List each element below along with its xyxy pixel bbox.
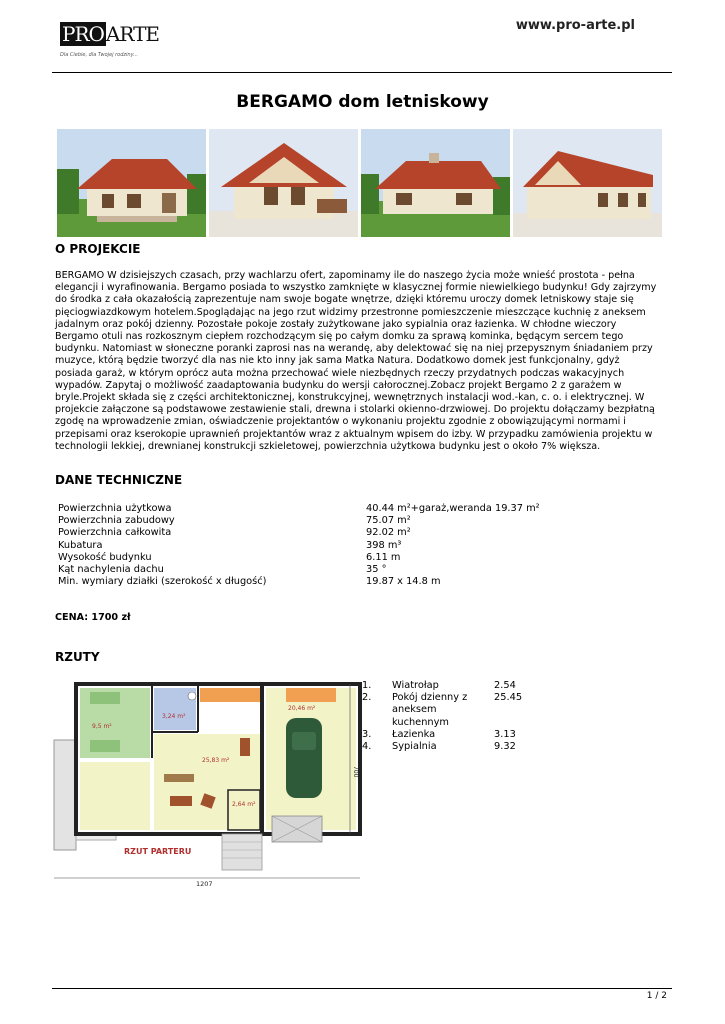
about-line: elegancji i wyrafinowania. Bergamo posiada to wszystko zamknięte w klasycznej formie niewielkiego budynku! Gdy zajrzymy [55,282,657,294]
about-line: pięciogwiazdkowym hotelem.Spoglądając na jego rzut widzimy przestronne pomieszczenie mieszczące kuchnię z aneksem [55,306,646,318]
tech-label: Kąt nachylenia dachu [58,564,164,576]
tech-value: 75.07 m² [366,515,411,527]
logo-pro: PRO [62,22,104,46]
tech-row [58,503,618,515]
room-label-garage: 20,46 m² [288,705,316,712]
room-list [362,680,562,753]
tech-heading: DANE TECHNICZNE [55,473,183,487]
room-num: 2. [362,692,372,704]
website-url[interactable]: www.pro-arte.pl [515,18,635,33]
room-area: 9.32 [494,741,516,753]
about-line: budynku. Natomiast w słoneczne poranki zaprosi nas na werandę, aby delektować się na niej przepysznym śniadaniem przy [55,343,653,355]
house-photo-3 [361,129,510,237]
house-photo-1 [57,129,206,237]
house-photos [57,129,662,237]
house-photo-2 [209,129,358,237]
room-row [362,692,562,729]
about-line: projekcie załączone są podstawowe zestawienie stali, drewna i stolarki okienno-drzwiowej. Do projektu dołączamy bezpłatną [55,404,655,416]
room-label-bathroom: 3,24 m² [162,713,186,720]
plans-heading: RZUTY [55,650,100,664]
tech-row [58,564,618,576]
dimension-width: 1207 [196,880,213,888]
room-name: Wiatrołap [392,680,439,691]
about-line: bryle.Projekt składa się z części architektonicznej, konstrukcyjnej, wewnętrznych instalacji wod.-kan, c. o. i elektrycznej. W [55,392,645,404]
tech-label: Powierzchnia zabudowy [58,515,175,527]
page-number: 1 / 2 [646,991,667,1001]
tech-value: 6.11 m [366,551,401,563]
about-line: Bergamo otuli nas rozkosznym ciepłem rozchodzącym się po całym domku za sprawą kominka, będącym sercem tego [55,331,624,343]
tech-row [58,576,618,588]
tech-label: Powierzchnia użytkowa [58,503,172,514]
plan-label: RZUT PARTERU [124,847,192,856]
header-divider [52,72,672,73]
about-line: wypadów. Zapytaj o możliwość zaadaptowania budynku do wersji całorocznej.Zobacz projekt Bergamo 2 z garażem w [55,379,622,391]
floor-plan-drawing [52,680,362,890]
about-text [55,270,672,453]
about-line: muzyce, którą będzie tworzyć dla nas nie kto inny jak sama Matka Natura. Dodatkowo domek jest funkcjonalny, gdyż [55,355,620,367]
room-row [362,741,562,753]
house-photo-icon [57,129,206,237]
room-area: 3.13 [494,728,516,740]
logo-tagline: Dla Ciebie, dla Twojej rodziny... [60,52,138,58]
about-line: jadalnym oraz pokój dzienny. Pozostałe pokoje zostały zużytkowane jako sypialnia oraz łazienka. W chłodne wieczory [55,318,617,330]
tech-row [58,527,618,539]
room-name: Łazienka [392,728,436,740]
room-num: 3. [362,728,372,740]
tech-value: 35 ° [366,564,387,576]
about-line: przepisami oraz kserokopie uprawnień projektantów wraz z aktualnym wpisem do izby. W przypadku zamówienia projektu w [55,428,653,440]
price: CENA: 1700 zł [55,612,131,623]
room-name: Pokój dzienny z aneksem kuchennym [392,692,468,728]
tech-row [58,540,618,552]
house-photo-icon [513,129,662,237]
tech-label: Powierzchnia całkowita [58,527,172,539]
room-row [362,680,562,692]
logo-arte: ARTE [105,22,160,46]
about-heading: O PROJEKCIE [55,242,141,256]
room-area: 2.54 [494,680,516,691]
house-photo-icon [209,129,358,237]
tech-label: Min. wymiary działki (szerokość x długość) [58,576,267,588]
about-line: BERGAMO W dzisiejszych czasach, przy wachlarzu ofert, zapominamy ile do naszego życia może wnieść prostota - pełna [55,270,635,281]
house-photo-icon [361,129,510,237]
about-line: technologii lekkiej, drewnianej konstrukcji szkieletowej, powierzchnia użytkowa budynku jest o około 7% większa. [55,440,601,452]
company-logo [60,22,160,66]
tech-value: 398 m³ [366,539,402,551]
room-num: 1. [362,680,372,691]
about-line: do środka z cała okazałością zaprezentuje nam swoje bogate wnętrze, dzięki któremu uroczy domek letniskowy staje się [55,294,634,306]
room-num: 4. [362,741,372,753]
house-photo-4 [513,129,662,237]
room-row [362,729,562,741]
about-line: zgodę na wprowadzenie zmian, oświadczenie projektantów o wykonaniu projektu zgodnie z obowiązującymi normami i [55,416,626,428]
tech-label: Kubatura [58,539,103,551]
tech-label: Wysokość budynku [58,551,152,563]
footer-divider [52,988,672,989]
car-icon [286,718,322,798]
tech-table [58,503,618,588]
room-label-bedroom: 9,5 m² [92,723,112,730]
room-name: Sypialnia [392,741,437,753]
logo-wordmark [60,22,160,46]
about-line: posiada garaż, w którym oprócz auta można przechować wiele niezbędnych rzeczy przydatnych podczas wakacyjnych [55,367,625,379]
tech-value: 19.87 x 14.8 m [366,576,441,588]
room-label-living: 25,83 m² [202,757,230,764]
tech-row [58,515,618,527]
dimension-height: 700 [352,766,359,778]
tech-row [58,552,618,564]
tech-value: 92.02 m² [366,527,411,539]
floor-plan [52,680,362,890]
room-area: 25.45 [494,692,523,704]
tech-value: 40.44 m²+garaż,weranda 19.37 m² [366,503,540,514]
room-label-vestibule: 2,64 m² [232,801,256,808]
page-title: BERGAMO dom letniskowy [236,92,489,112]
